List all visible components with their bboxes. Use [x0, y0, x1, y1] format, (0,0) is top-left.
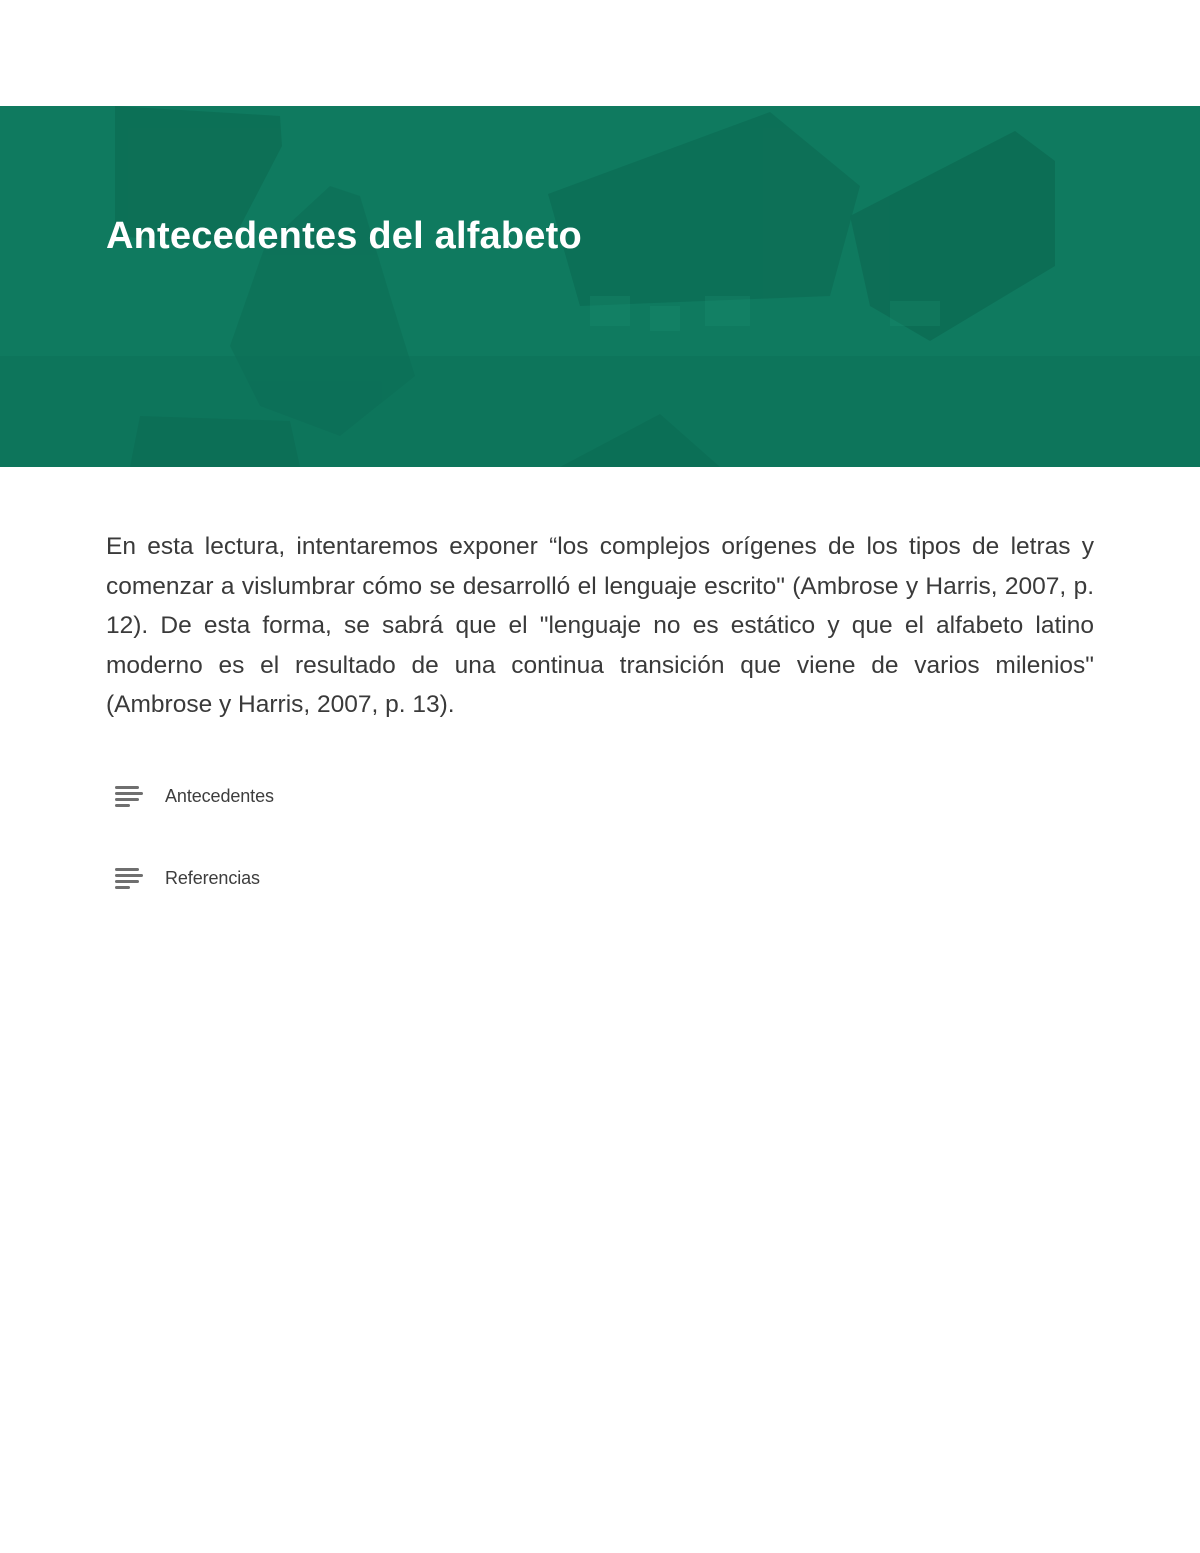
section-item-antecedentes[interactable]: [106, 766, 1094, 826]
section-label: Antecedentes: [165, 785, 274, 806]
section-list: [106, 766, 1094, 930]
text-lines-icon: [115, 867, 143, 889]
page-title: Antecedentes del alfabeto: [106, 215, 582, 257]
text-lines-icon: [115, 785, 143, 807]
architecture-background-image: [0, 106, 1200, 467]
section-label: Referencias: [165, 867, 260, 888]
section-item-referencias[interactable]: [106, 848, 1094, 908]
header-banner: [0, 106, 1200, 467]
intro-paragraph: En esta lectura, intentaremos exponer “los complejos orígenes de los tipos de letras y comenzar a vislumbrar cómo se desarrolló el lenguaje escrito" (Ambrose y Harris, 2007, p. 12). De esta forma, se sabrá que el "lenguaje no es estático y que el alfabeto latino moderno es el resultado de una continua transición que viene de varios milenios" (Ambrose y Harris, 2007, p. 13).: [106, 533, 1094, 718]
